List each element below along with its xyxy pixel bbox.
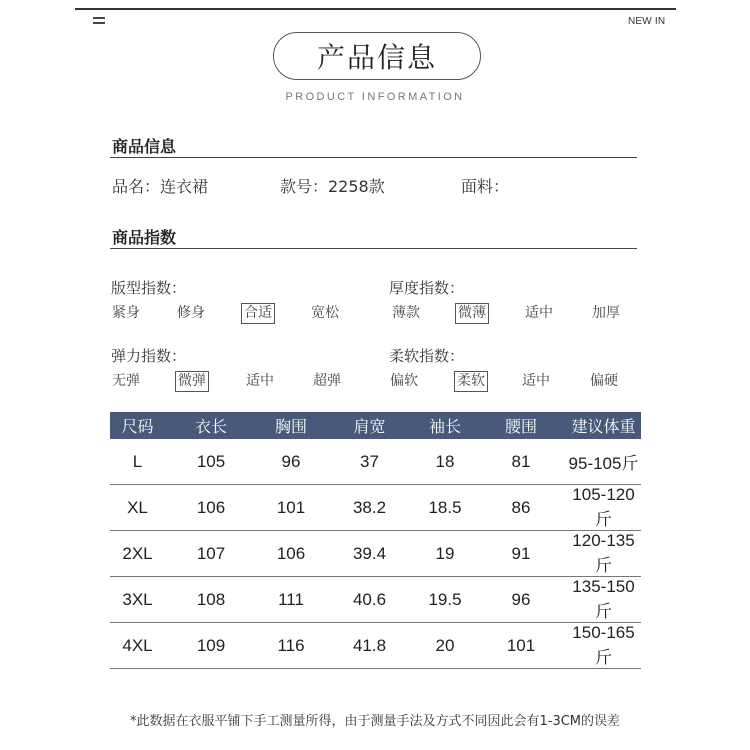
softness-option: 偏软 [390, 373, 418, 389]
fit-option-selected: 合适 [241, 303, 275, 324]
cell-sleeve: 18.5 [414, 485, 476, 531]
cell-length: 109 [165, 623, 257, 669]
table-row [110, 439, 641, 485]
thickness-option: 加厚 [592, 305, 620, 321]
thickness-index-label: 厚度指数： [389, 279, 465, 297]
cell-bust: 116 [257, 623, 325, 669]
page-subtitle: PRODUCT INFORMATION [285, 91, 465, 103]
thickness-option-selected: 微薄 [455, 303, 489, 324]
cell-length: 105 [165, 439, 257, 485]
product-info-rule [110, 157, 637, 158]
cell-waist: 86 [476, 485, 566, 531]
softness-option: 偏硬 [590, 373, 618, 389]
table-row [110, 485, 641, 531]
cell-shoulder: 39.4 [325, 531, 414, 577]
cell-waist: 96 [476, 577, 566, 623]
top-rule [75, 8, 676, 10]
cell-length: 107 [165, 531, 257, 577]
product-index-rule [110, 248, 637, 249]
cell-size: XL [110, 485, 165, 531]
fit-option: 紧身 [112, 305, 140, 321]
cell-shoulder: 41.8 [325, 623, 414, 669]
cell-size: 4XL [110, 623, 165, 669]
cell-bust: 96 [257, 439, 325, 485]
cell-waist: 81 [476, 439, 566, 485]
cell-shoulder: 38.2 [325, 485, 414, 531]
cell-sleeve: 19 [414, 531, 476, 577]
cell-size: 2XL [110, 531, 165, 577]
header-length: 衣长 [165, 412, 257, 439]
cell-waist: 101 [476, 623, 566, 669]
cell-weight: 105-120斤 [566, 485, 641, 531]
hamburger-icon[interactable] [93, 17, 105, 27]
elasticity-index-label: 弹力指数： [111, 347, 187, 365]
cell-waist: 91 [476, 531, 566, 577]
product-info-heading: 商品信息 [112, 137, 177, 156]
elasticity-option: 适中 [246, 373, 274, 389]
header-sleeve: 袖长 [414, 412, 476, 439]
fit-index-label: 版型指数： [111, 279, 187, 297]
header-size: 尺码 [110, 412, 165, 439]
header-shoulder: 肩宽 [325, 412, 414, 439]
cell-size: L [110, 439, 165, 485]
cell-sleeve: 18 [414, 439, 476, 485]
thickness-option: 薄款 [392, 305, 420, 321]
product-name: 品名：连衣裙 [112, 177, 209, 196]
thickness-option: 适中 [525, 305, 553, 321]
fit-option: 修身 [177, 305, 205, 321]
cell-shoulder: 37 [325, 439, 414, 485]
cell-bust: 101 [257, 485, 325, 531]
header-weight: 建议体重 [566, 412, 641, 439]
softness-option-selected: 柔软 [454, 371, 488, 392]
table-row [110, 577, 641, 623]
product-fabric: 面料： [461, 177, 510, 196]
cell-size: 3XL [110, 577, 165, 623]
elasticity-option: 无弹 [112, 373, 140, 389]
header-bust: 胸围 [257, 412, 325, 439]
cell-weight: 95-105斤 [566, 439, 641, 485]
measurement-footnote: *此数据在衣服平铺下手工测量所得，由于测量手法及方式不同因此会有1-3CM的误差 [129, 714, 621, 729]
cell-bust: 106 [257, 531, 325, 577]
softness-index-label: 柔软指数： [389, 347, 465, 365]
cell-weight: 135-150斤 [566, 577, 641, 623]
cell-length: 108 [165, 577, 257, 623]
softness-option: 适中 [522, 373, 550, 389]
fit-option: 宽松 [311, 305, 339, 321]
cell-shoulder: 40.6 [325, 577, 414, 623]
table-row [110, 623, 641, 669]
new-in-label: NEW IN [628, 16, 666, 27]
product-style-number: 款号：2258款 [280, 177, 385, 196]
cell-sleeve: 19.5 [414, 577, 476, 623]
cell-bust: 111 [257, 577, 325, 623]
product-index-heading: 商品指数 [112, 228, 177, 247]
size-table [110, 412, 641, 669]
elasticity-option: 超弹 [313, 373, 341, 389]
cell-weight: 120-135斤 [566, 531, 641, 577]
cell-sleeve: 20 [414, 623, 476, 669]
elasticity-option-selected: 微弹 [175, 371, 209, 392]
table-row [110, 531, 641, 577]
size-table-header [110, 412, 641, 439]
header-waist: 腰围 [476, 412, 566, 439]
cell-weight: 150-165斤 [566, 623, 641, 669]
page-title: 产品信息 [273, 32, 481, 80]
cell-length: 106 [165, 485, 257, 531]
